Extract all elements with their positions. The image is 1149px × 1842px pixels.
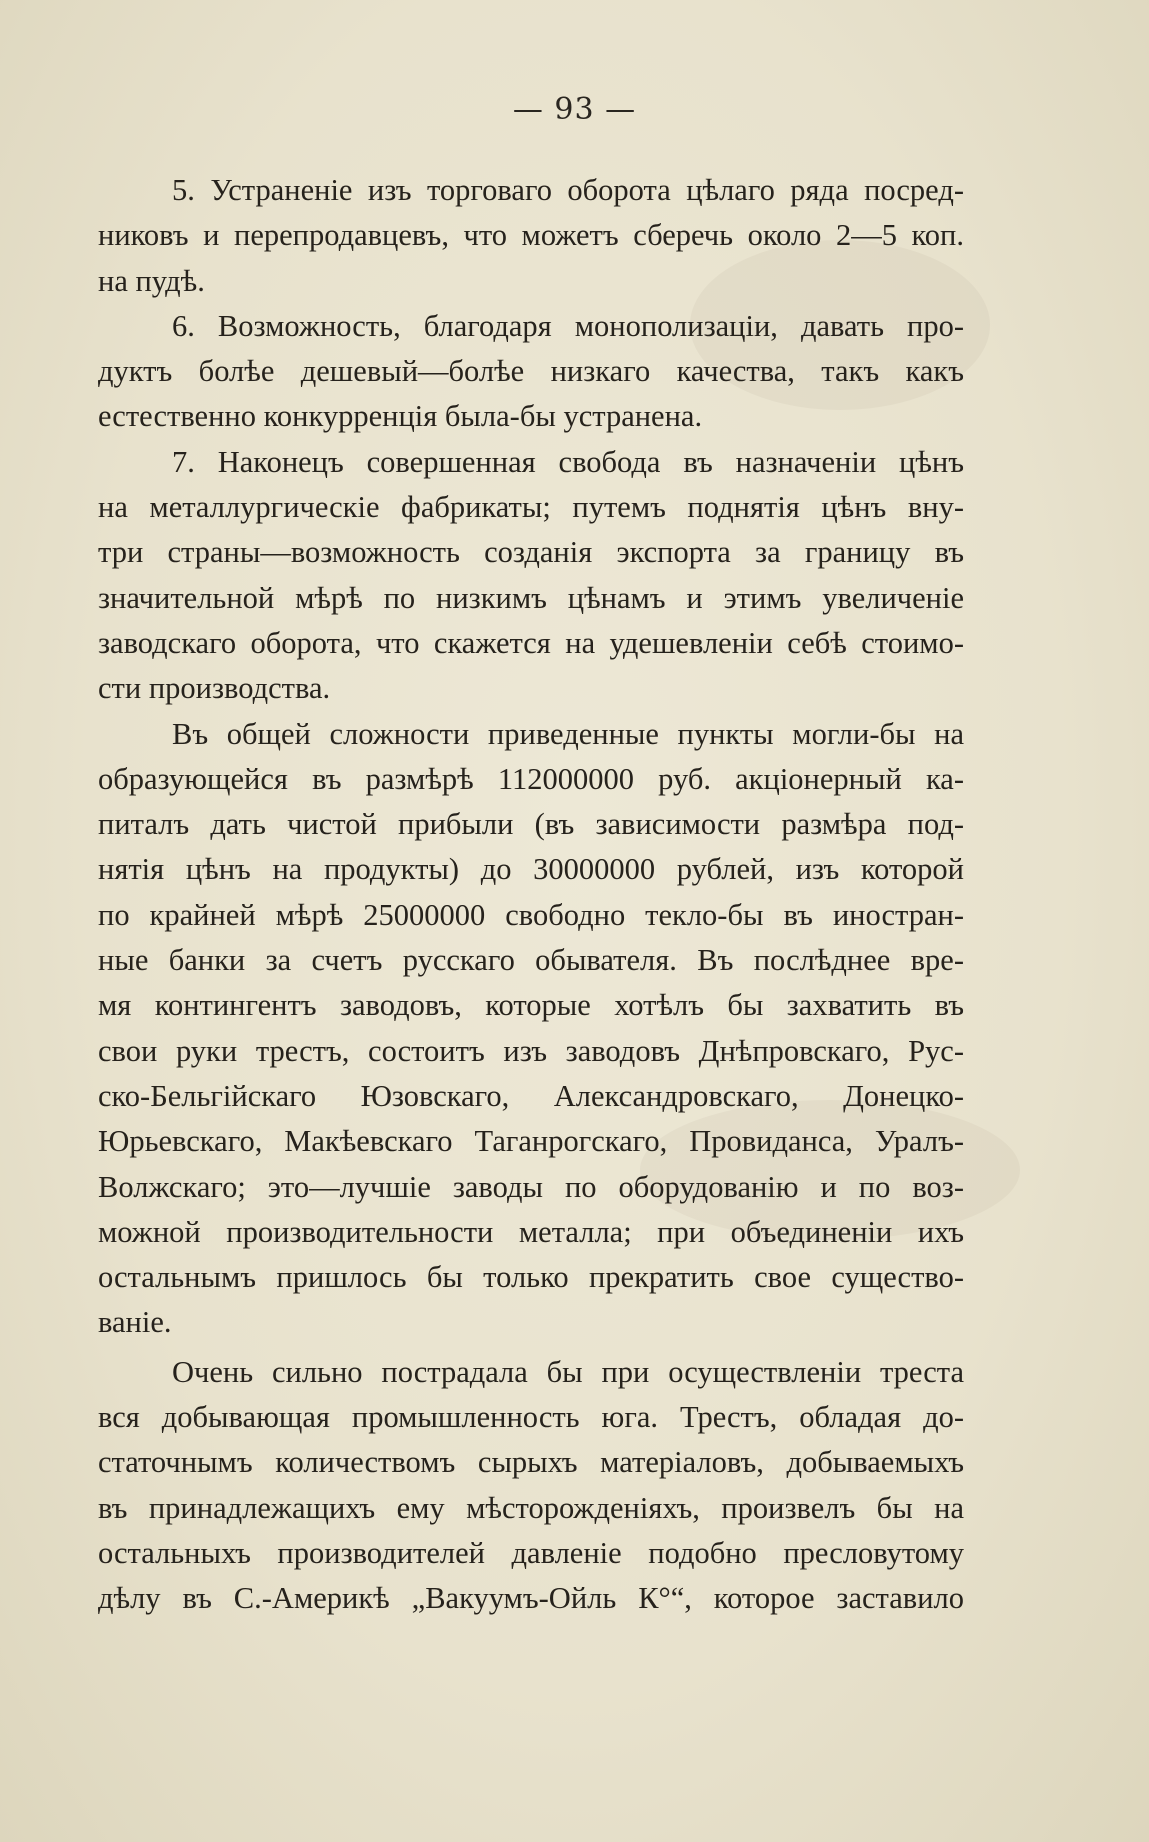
text-line: заводскаго оборота, что скажется на удешевленіи себѣ стоимо-	[98, 625, 964, 660]
text-line: мя контингентъ заводовъ, которые хотѣлъ бы захватить въ	[98, 988, 964, 1023]
text-line: дуктъ болѣе дешевый—болѣе низкаго качества, такъ какъ	[98, 354, 964, 389]
paragraph-summary	[98, 712, 964, 1346]
text-line: никовъ и перепродавцевъ, что можетъ сберечь около 2—5 коп.	[98, 218, 964, 253]
text-line: Очень сильно пострадала бы при осуществленіи треста	[172, 1354, 964, 1389]
text-line: статочнымъ количествомъ сырыхъ матеріаловъ, добываемыхъ	[98, 1445, 964, 1480]
text-line: по крайней мѣрѣ 25000000 свободно текло-бы въ иностран-	[98, 897, 964, 932]
text-line: нятія цѣнъ на продукты) до 30000000 рублей, изъ которой	[98, 852, 964, 887]
paragraph-trust	[98, 1350, 964, 1622]
page-number: — 93 —	[512, 92, 637, 127]
body-text	[98, 168, 964, 1622]
text-line: вся добывающая промышленность юга. Трестъ, обладая до-	[98, 1400, 964, 1435]
text-line: Въ общей сложности приведенные пункты могли-бы на	[172, 716, 964, 751]
text-line: ные банки за счетъ русскаго обывателя. Въ послѣднее вре-	[98, 943, 964, 978]
paragraph-item-5	[98, 168, 964, 304]
text-line: 7. Наконецъ совершенная свобода въ назначеніи цѣнъ	[172, 444, 964, 479]
text-line: естественно конкурренція была-бы устранена.	[98, 399, 703, 434]
text-line: 5. Устраненіе изъ торговаго оборота цѣлаго ряда посред-	[172, 173, 964, 207]
text-line: 6. Возможность, благодаря монополизаціи, давать про-	[172, 308, 964, 343]
text-line: Волжскаго; это—лучшіе заводы по оборудованію и по воз-	[98, 1169, 964, 1204]
text-line: въ принадлежащихъ ему мѣсторожденіяхъ, произвелъ бы на	[98, 1490, 964, 1525]
text-line: значительной мѣрѣ по низкимъ цѣнамъ и этимъ увеличеніе	[98, 580, 964, 615]
text-line: питалъ дать чистой прибыли (въ зависимости размѣра под-	[98, 807, 964, 842]
text-line: дѣлу въ С.-Америкѣ „Вакуумъ-Ойль К°“, которое заставило	[98, 1581, 964, 1616]
text-line: Юрьевскаго, Макѣевскаго Таганрогскаго, Провиданса, Уралъ-	[98, 1124, 964, 1159]
text-line: свои руки трестъ, состоитъ изъ заводовъ Днѣпровскаго, Рус-	[98, 1033, 964, 1068]
text-line: сти производства.	[98, 671, 331, 706]
text-line: ваніе.	[98, 1305, 172, 1340]
text-line: ско-Бельгійскаго Юзовскаго, Александровскаго, Донецко-	[98, 1078, 964, 1113]
paragraph-item-6	[98, 304, 964, 440]
text-line: образующейся въ размѣрѣ 112000000 руб. акціонерный ка-	[98, 761, 964, 796]
paragraph-item-7	[98, 440, 964, 712]
text-line: можной производительности металла; при объединеніи ихъ	[98, 1214, 964, 1249]
text-line: остальныхъ производителей давленіе подобно пресловутому	[98, 1535, 964, 1570]
text-line: на металлургическіе фабрикаты; путемъ поднятія цѣнъ вну-	[98, 490, 964, 525]
text-line: на пудѣ.	[98, 263, 205, 298]
text-line: три страны—возможность созданія экспорта за границу въ	[98, 535, 964, 570]
text-line: остальнымъ пришлось бы только прекратить свое существо-	[98, 1260, 964, 1295]
